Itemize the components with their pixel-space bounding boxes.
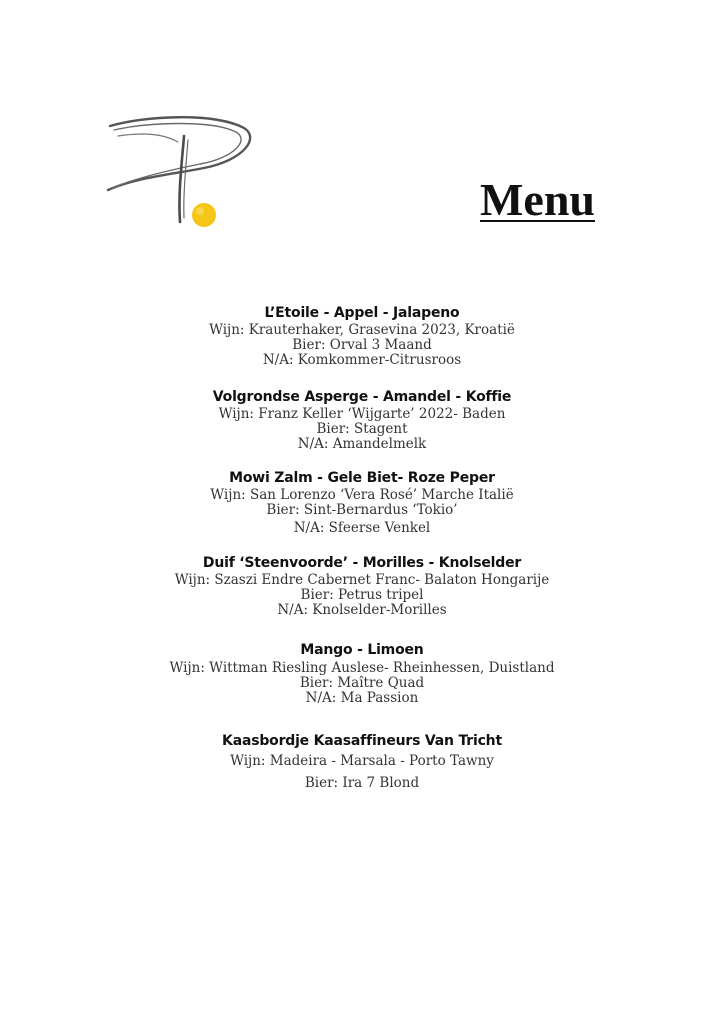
- beer-pairing: Bier: Petrus tripel: [300, 587, 424, 603]
- na-pairing: N/A: Ma Passion: [305, 690, 419, 706]
- course-2: [0, 388, 724, 452]
- course-3: [0, 469, 724, 537]
- page-title: Menu: [480, 174, 595, 225]
- course-6: [0, 732, 724, 792]
- p-logo: [104, 112, 254, 232]
- beer-pairing: Bier: Maître Quad: [299, 675, 425, 691]
- course-title: L’Etoile - Appel - Jalapeno: [264, 305, 460, 321]
- wine-pairing: Wijn: San Lorenzo ‘Vera Rosé’ Marche Italië: [210, 487, 514, 503]
- beer-pairing: Bier: Orval 3 Maand: [292, 337, 432, 353]
- wine-pairing: Wijn: Madeira - Marsala - Porto Tawny: [230, 753, 494, 769]
- na-pairing: N/A: Amandelmelk: [297, 436, 427, 452]
- course-title: Duif ‘Steenvoorde’ - Morilles - Knolselder: [202, 555, 522, 571]
- course-5: [0, 641, 724, 706]
- beer-pairing: Bier: Stagent: [316, 421, 408, 437]
- course-title: Volgrondse Asperge - Amandel - Koffie: [212, 389, 512, 405]
- course-title: Mango - Limoen: [300, 642, 424, 658]
- wine-pairing: Wijn: Franz Keller ‘Wijgarte’ 2022- Baden: [218, 406, 506, 422]
- beer-pairing: Bier: Sint-Bernardus ‘Tokio’: [266, 502, 458, 518]
- course-title: Kaasbordje Kaasaffineurs Van Tricht: [222, 733, 502, 749]
- beer-pairing: Bier: Ira 7 Blond: [304, 775, 420, 791]
- na-pairing: N/A: Knolselder-Morilles: [277, 602, 447, 618]
- course-1: [0, 304, 724, 368]
- na-pairing: N/A: Sfeerse Venkel: [293, 520, 431, 536]
- wine-pairing: Wijn: Wittman Riesling Auslese- Rheinhessen, Duistland: [169, 660, 555, 676]
- course-4: [0, 554, 724, 618]
- wine-pairing: Wijn: Szaszi Endre Cabernet Franc- Balaton Hongarije: [174, 572, 550, 588]
- na-pairing: N/A: Komkommer-Citrusroos: [262, 352, 462, 368]
- course-title: Mowi Zalm - Gele Biet- Roze Peper: [229, 470, 495, 486]
- wine-pairing: Wijn: Krauterhaker, Grasevina 2023, Kroatië: [209, 322, 515, 338]
